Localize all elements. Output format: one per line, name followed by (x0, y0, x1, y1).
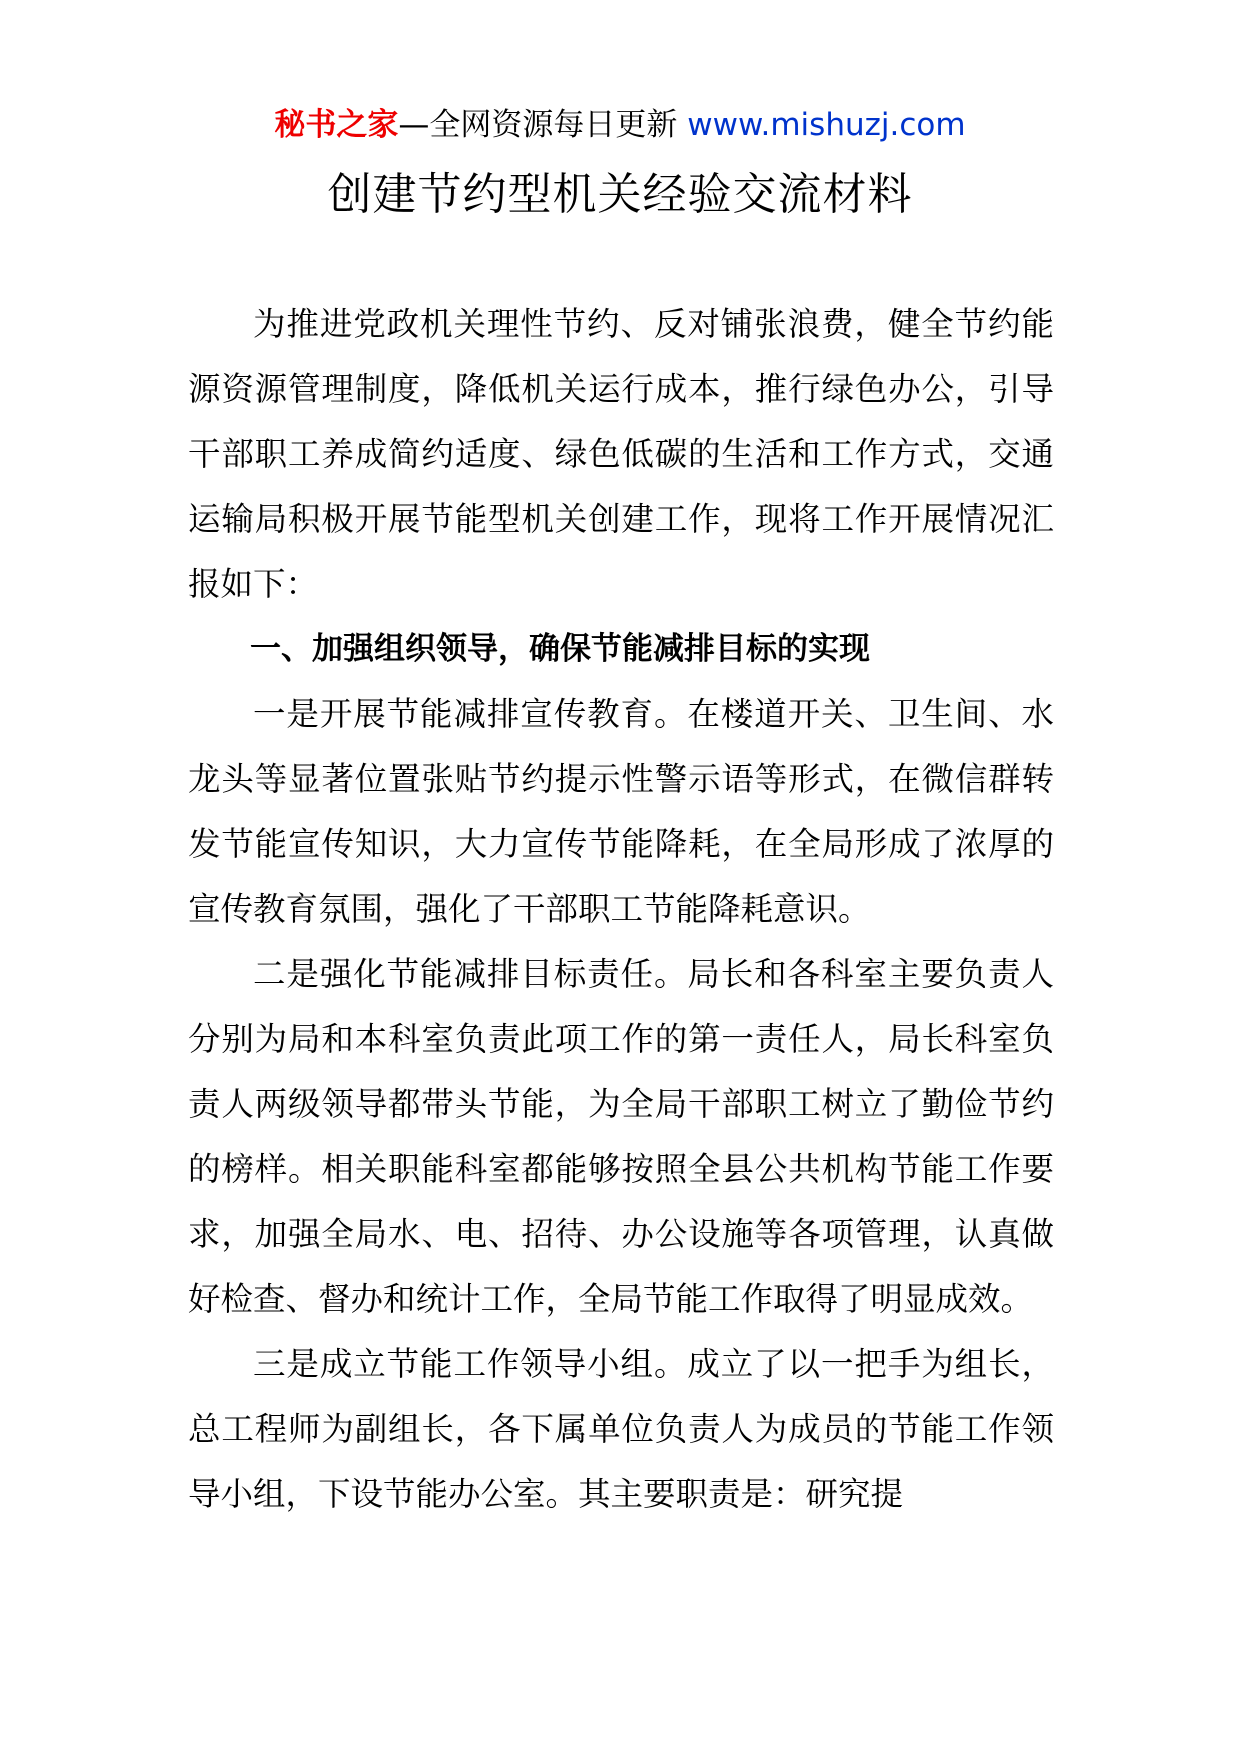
body-paragraph: 一是开展节能减排宣传教育。在楼道开关、卫生间、水龙头等显著位置张贴节约提示性警示语等形式，在微信群转发节能宣传知识，大力宣传节能降耗，在全局形成了浓厚的宣传教育氛围，强化了干部职工节能降耗意识。 (188, 695, 1054, 928)
header-url-link[interactable]: www.mishuzj.com (687, 107, 966, 143)
body-paragraph: 三是成立节能工作领导小组。成立了以一把手为组长，总工程师为副组长，各下属单位负责人为成员的节能工作领导小组，下设节能办公室。其主要职责是：研究提 (188, 1345, 1054, 1513)
section-heading: 一、加强组织领导，确保节能减排目标的实现 (250, 631, 870, 667)
page-header (0, 102, 1240, 148)
document-body (188, 292, 1054, 1527)
header-tagline: —全网资源每日更新 (398, 107, 678, 143)
intro-paragraph: 为推进党政机关理性节约、反对铺张浪费，健全节约能源资源管理制度，降低机关运行成本，推行绿色办公，引导干部职工养成简约适度、绿色低碳的生活和工作方式，交通运输局积极开展节能型机关创建工作，现将工作开展情况汇报如下： (188, 305, 1054, 603)
body-paragraph: 二是强化节能减排目标责任。局长和各科室主要负责人分别为局和本科室负责此项工作的第一责任人，局长科室负责人两级领导都带头节能，为全局干部职工树立了勤俭节约的榜样。相关职能科室都能够按照全县公共机构节能工作要求，加强全局水、电、招待、办公设施等各项管理，认真做好检查、督办和统计工作，全局节能工作取得了明显成效。 (188, 955, 1054, 1318)
brand-name: 秘书之家 (274, 107, 399, 143)
document-title: 创建节约型机关经验交流材料 (327, 169, 913, 220)
